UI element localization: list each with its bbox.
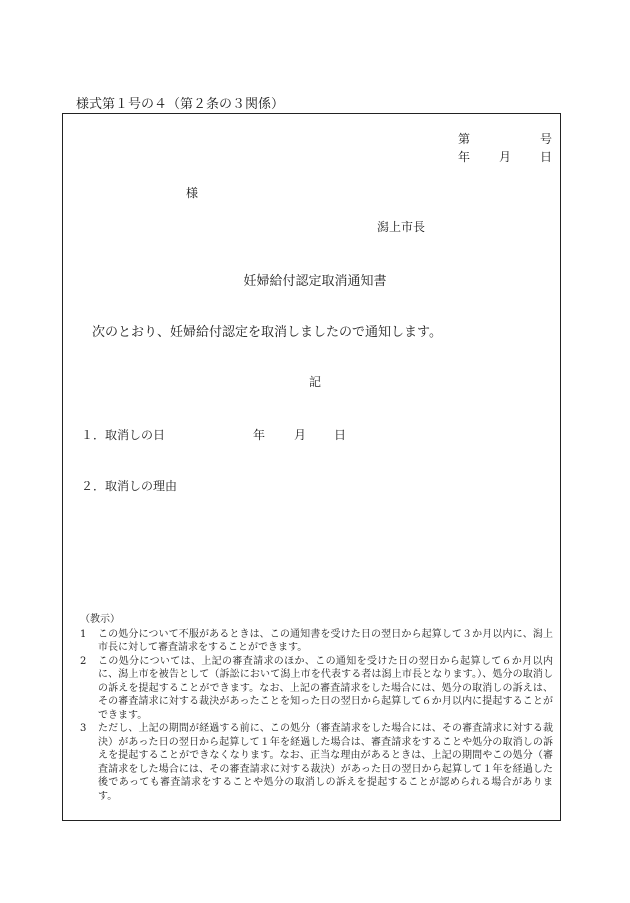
ki-label: 記 [309, 375, 322, 389]
cancel-date-tsuki: 月 [294, 428, 307, 442]
date-tsuki: 月 [499, 150, 512, 164]
notice-entry [80, 628, 553, 655]
appeal-notice [80, 613, 553, 803]
notice-entry-text: ただし、上記の期間が経過する前に、この処分（審査請求をした場合には、その審査請求に対する裁決）があった日の翌日から起算して１年を経過した場合は、審査請求をすることや処分の取消しの訴えを提起することができなくなります。なお、正当な理由があるときは、上記の期間やこの処分（審査請求をした場合には、その審査請求に対する裁決）があった日の翌日から起算して１年を経過した後であっても審査請求をすることや処分の取消しの訴えを提起することが認められる場合があります。 [98, 723, 553, 802]
addressee-sama: 様 [186, 186, 199, 200]
date-hi: 日 [540, 150, 553, 164]
cancel-date-nen: 年 [253, 428, 266, 442]
notice-entry [80, 722, 553, 803]
notice-entry [80, 655, 553, 723]
sender-mayor: 潟上市長 [377, 220, 426, 234]
notice-entry-text: この処分については、上記の審査請求のほか、この通知を受けた日の翌日から起算して６か月以内に、潟上市を被告として（訴訟において潟上市を代表する者は潟上市長となります。）、処分の取消しの訴えを提起することができます。なお、上記の審査請求をした場合には、処分の取消しの訴えは、その審査請求に対する裁決があったことを知った日の翌日から起算して６か月以内に提起することができます。 [98, 655, 553, 721]
cancel-date-label: １．取消しの日 [81, 428, 166, 442]
cancel-reason-label: ２．取消しの理由 [81, 479, 178, 493]
form-label: 様式第１号の４（第２条の３関係） [76, 97, 285, 112]
notice-entry-number: 1 [80, 628, 87, 640]
number-go: 号 [540, 132, 553, 146]
number-dai: 第 [458, 132, 471, 146]
notice-entry-number: 2 [80, 655, 87, 667]
notice-heading: （教示） [80, 614, 120, 625]
notice-entry-number: 3 [80, 723, 87, 734]
cancel-date-hi: 日 [334, 428, 347, 442]
notice-entry-text: この処分について不服があるときは、この通知書を受けた日の翌日から起算して３か月以内に、潟上市長に対して審査請求をすることができます。 [98, 628, 553, 653]
date-nen: 年 [458, 150, 471, 164]
intro-text: 次のとおり、妊婦給付認定を取消しましたので通知します。 [92, 325, 442, 340]
document-title: 妊婦給付認定取消通知書 [243, 274, 387, 289]
